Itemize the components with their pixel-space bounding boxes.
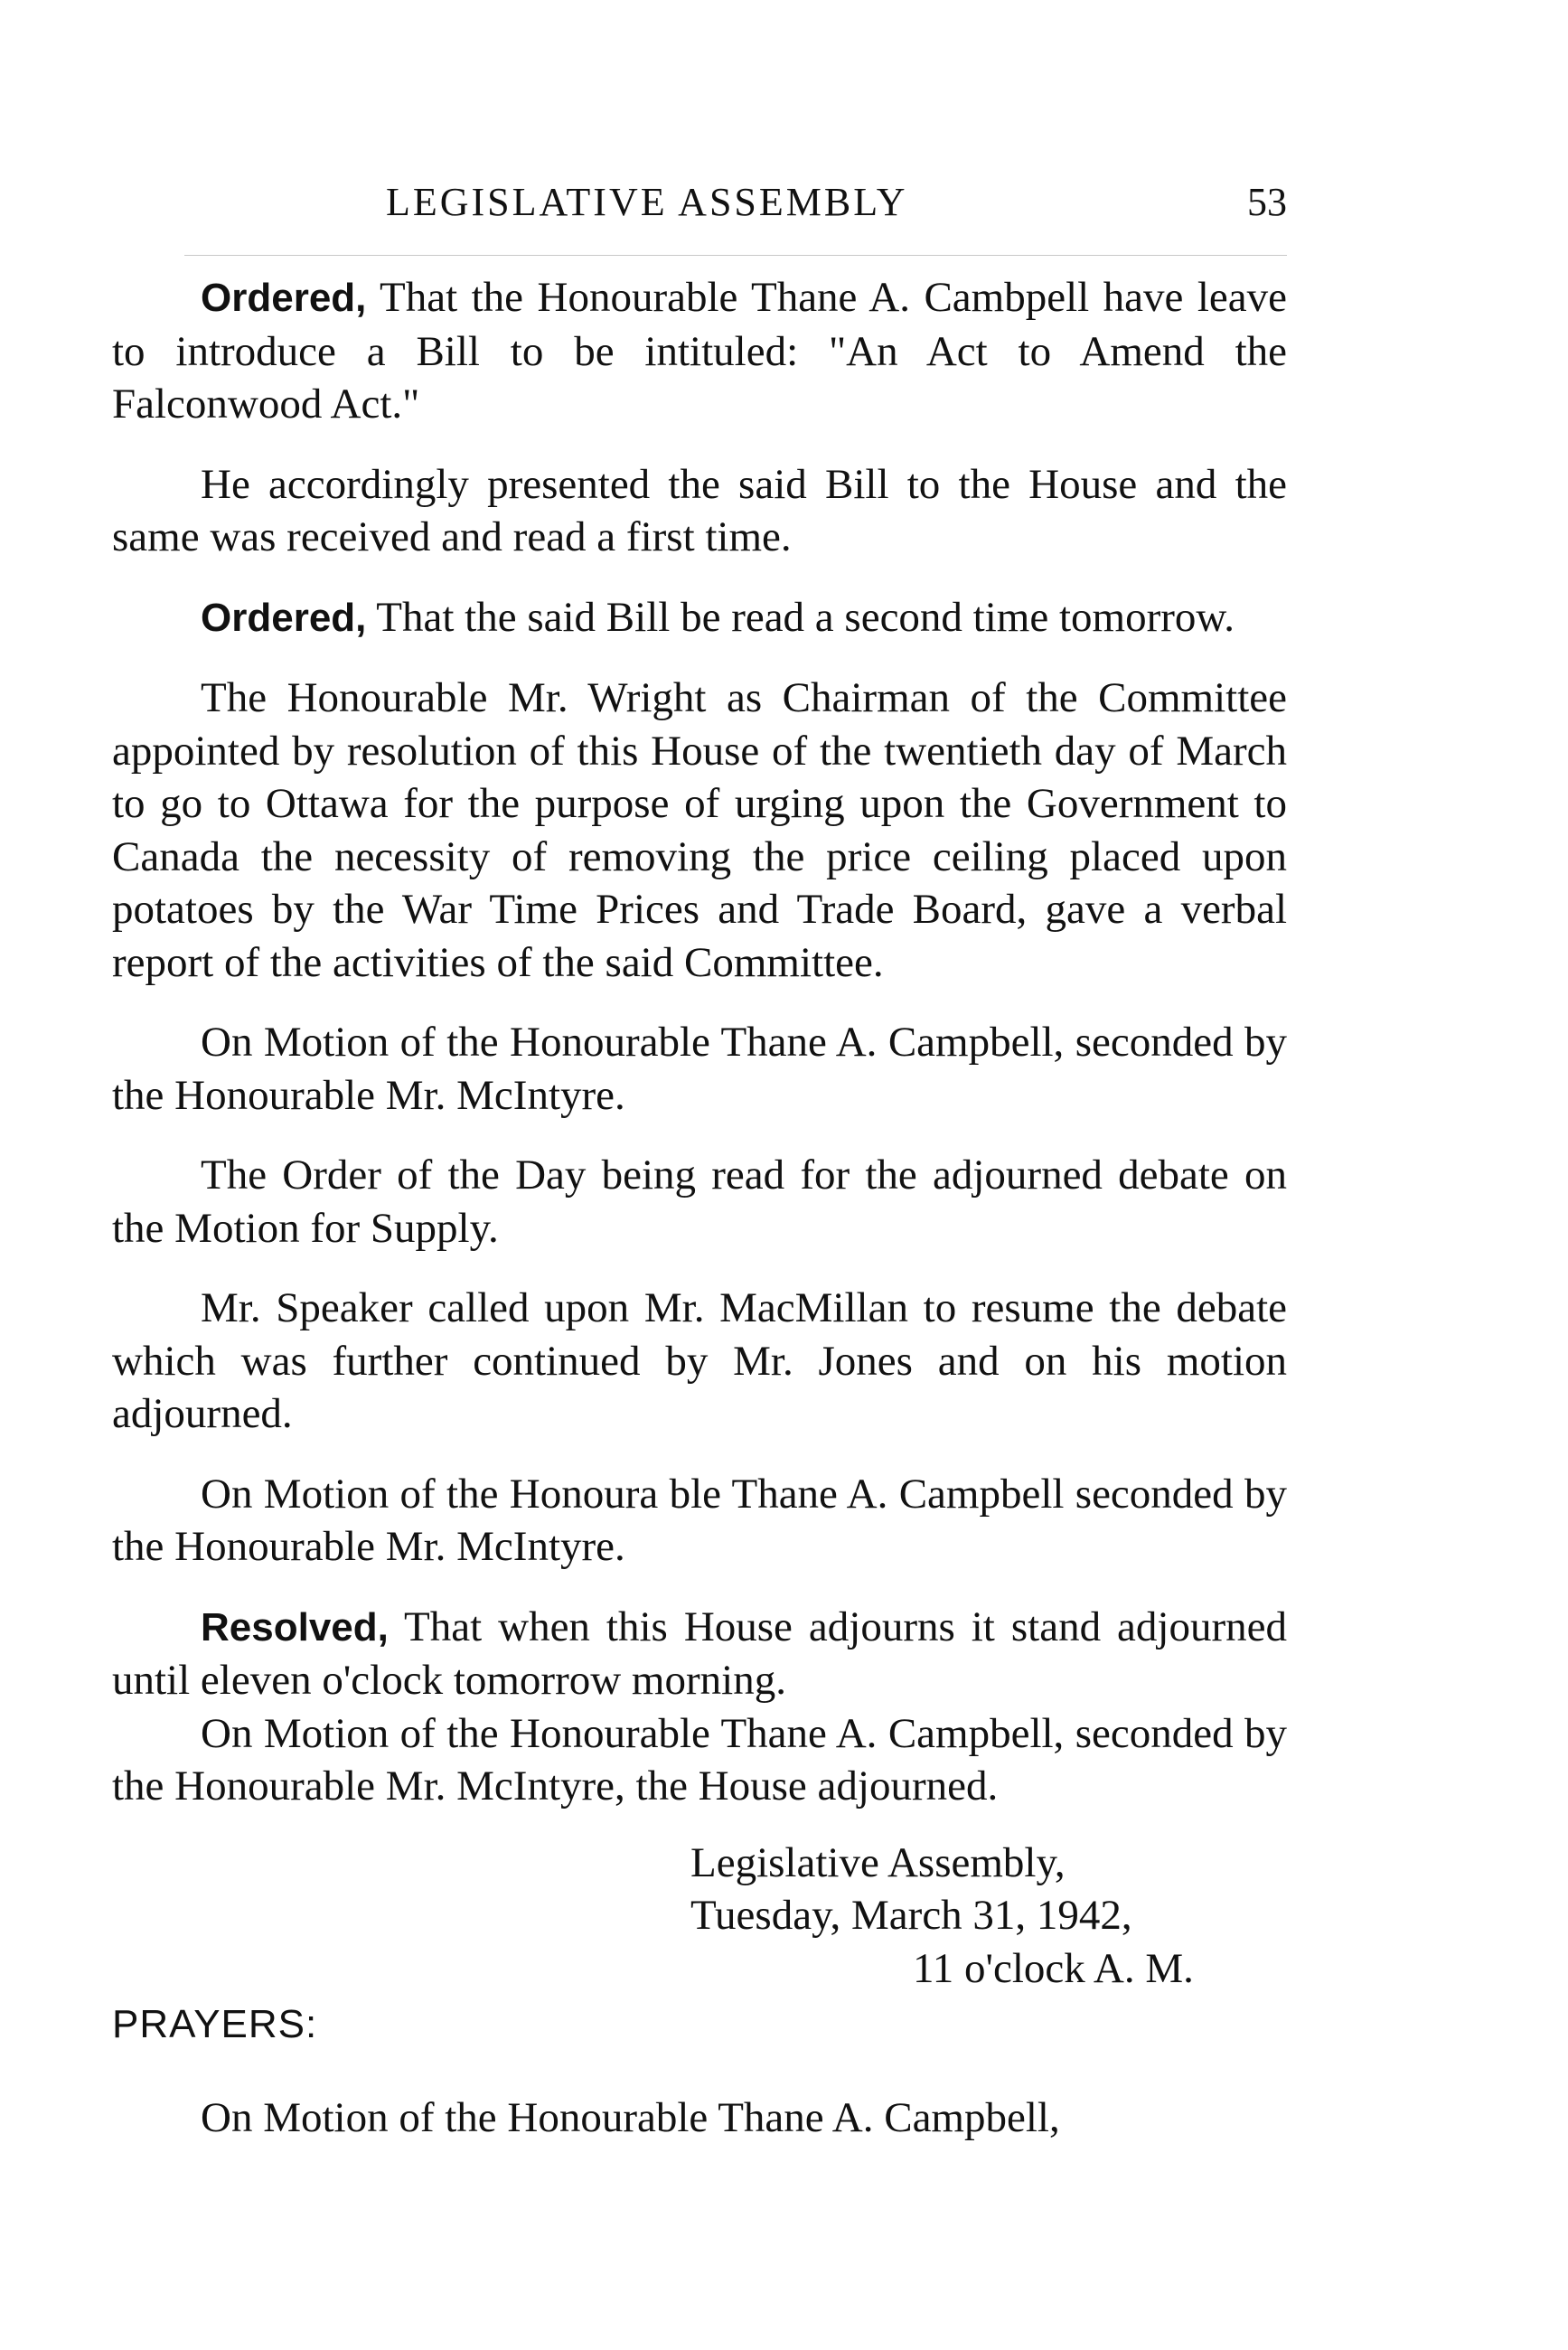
dateline-date: Tuesday, March 31, 1942, xyxy=(690,1892,1132,1939)
dateline-time: 11 o'clock A. M. xyxy=(913,1944,1194,1992)
page-header xyxy=(112,179,1287,233)
sitting-dateline xyxy=(690,1837,1287,1996)
paragraph-text: That the said Bill be read a second time tomorrow. xyxy=(376,593,1235,641)
paragraph-house-adjourned xyxy=(112,1707,1287,1813)
page-number: 53 xyxy=(1247,180,1287,224)
paragraph-text: On Motion of the Honourable Thane A. Campbell, seconded by the Honourable Mr. McIntyre, the House adjourned. xyxy=(112,1709,1287,1810)
paragraph-order-of-day xyxy=(112,1149,1287,1255)
paragraph-text: Mr. Speaker called upon Mr. MacMillan to resume the debate which was further continued by Mr. Jones and on his motion adjourned. xyxy=(112,1284,1287,1437)
prayers-heading: PRAYERS: xyxy=(112,2002,318,2046)
paragraph-motion-2 xyxy=(112,1468,1287,1574)
paragraph-motion-1 xyxy=(112,1016,1287,1122)
journal-body xyxy=(112,271,1287,2171)
paragraph-text: That when this House adjourns it stand adjourned until eleven o'clock tomorrow morning. xyxy=(112,1603,1287,1704)
paragraph-ordered-leave xyxy=(112,271,1287,431)
paragraph-ordered-second-reading xyxy=(112,591,1287,645)
running-title: LEGISLATIVE ASSEMBLY xyxy=(386,180,908,224)
paragraph-text: That the Honourable Thane A. Cambpell have leave to introduce a Bill to be intituled: "An Act to Amend the Falconwood Act." xyxy=(112,274,1287,428)
paragraph-lead: Ordered, xyxy=(201,276,367,320)
paragraph-text: The Honourable Mr. Wright as Chairman of the Committee appointed by resolution of this House of the twentieth day of March to go to Ottawa for the purpose of urging upon the Government to Canada the necessity of removing the price ceiling placed upon potatoes by the War Time Prices and Trade Board, gave a verbal report of the activities of the said Committee. xyxy=(112,674,1287,986)
paragraph-lead: Resolved, xyxy=(201,1604,389,1650)
paragraph-final-motion xyxy=(112,2092,1287,2145)
dateline-assembly: Legislative Assembly, xyxy=(690,1838,1066,1886)
paragraph-lead: Ordered, xyxy=(201,595,367,640)
paragraph-resolved xyxy=(112,1601,1287,1707)
paragraph-text: On Motion of the Honoura ble Thane A. Campbell seconded by the Honourable Mr. McIntyre. xyxy=(112,1470,1287,1570)
paragraph-text: On Motion of the Honourable Thane A. Campbell, xyxy=(201,2093,1060,2141)
paragraph-committee-report xyxy=(112,672,1287,989)
paragraph-bill-presented xyxy=(112,458,1287,564)
paragraph-text: On Motion of the Honourable Thane A. Campbell, seconded by the Honourable Mr. McIntyre. xyxy=(112,1019,1287,1119)
header-rule xyxy=(184,255,1287,256)
paragraph-debate xyxy=(112,1282,1287,1441)
paragraph-text: The Order of the Day being read for the adjourned debate on the Motion for Supply. xyxy=(112,1152,1287,1252)
paragraph-text: He accordingly presented the said Bill to the House and the same was received and read a first time. xyxy=(112,460,1287,560)
